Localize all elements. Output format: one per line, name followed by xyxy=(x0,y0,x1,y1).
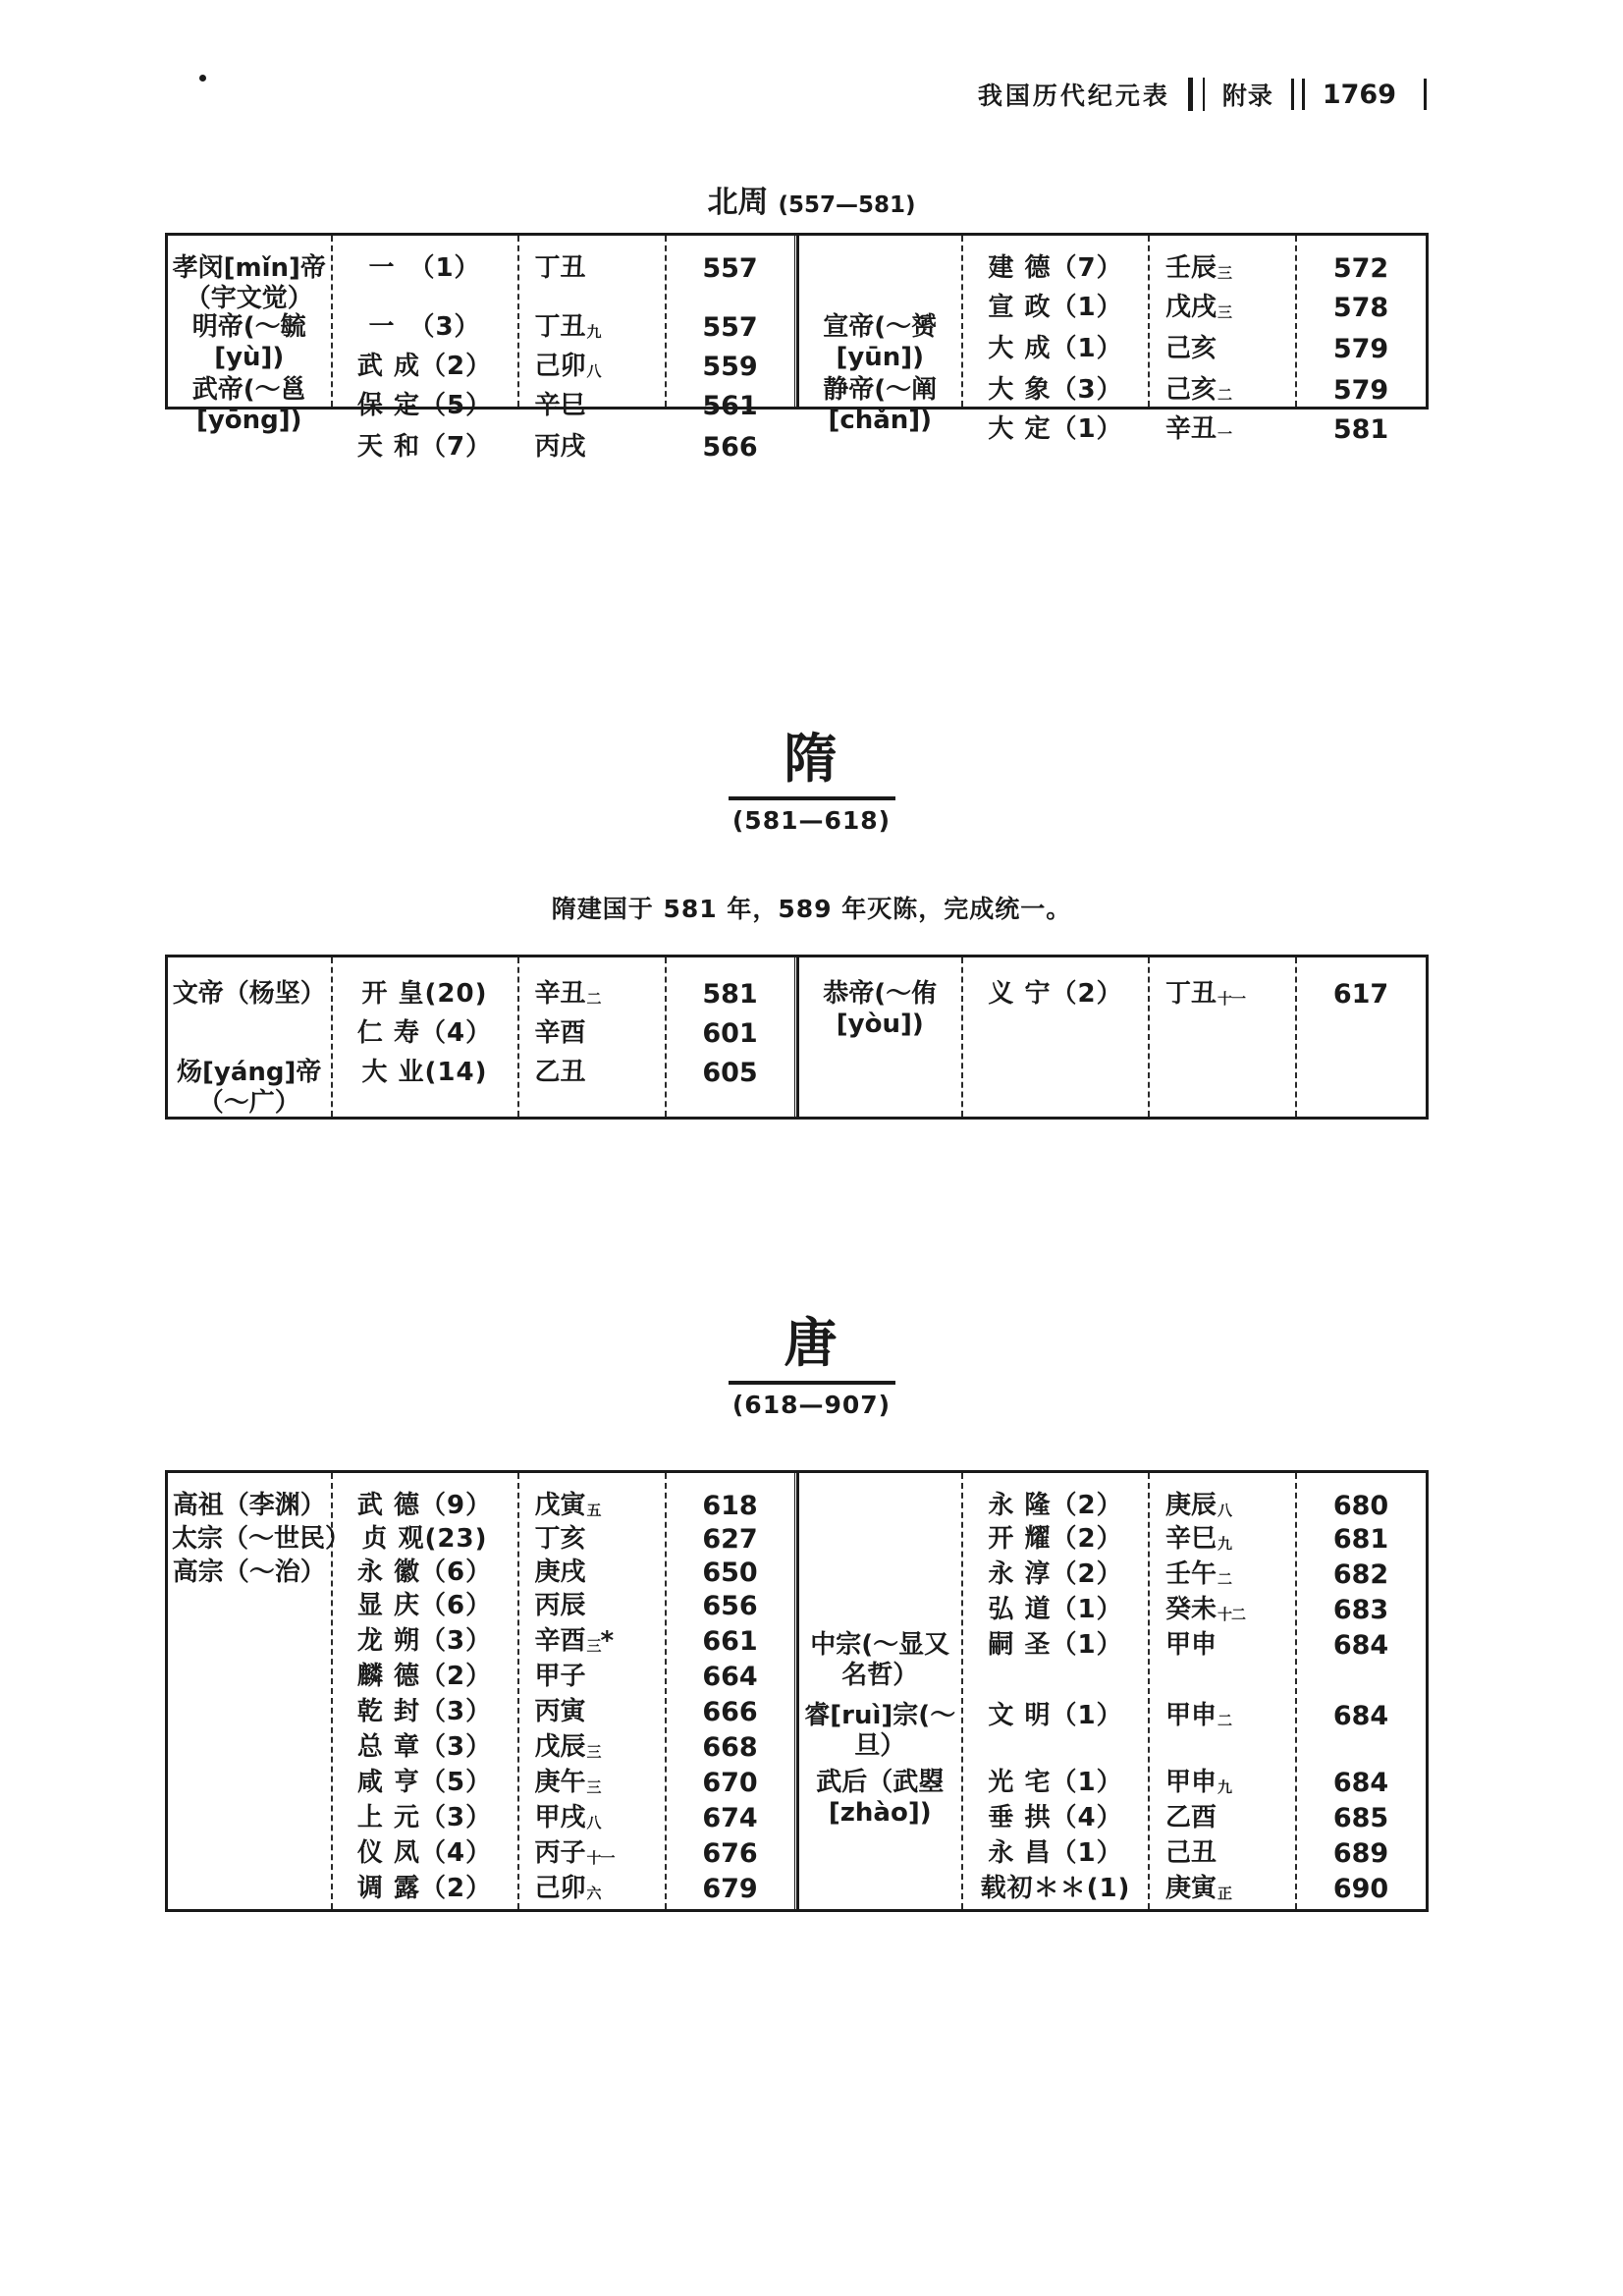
table-cell-era: 嗣 圣（1） xyxy=(988,1630,1123,1660)
ganzhi-text: 甲子 xyxy=(534,1662,586,1691)
column-year xyxy=(667,236,794,463)
running-head-title: 我国历代纪元表 xyxy=(977,82,1170,110)
table-cell-ganzhi xyxy=(1150,979,1295,1010)
table-cell-ganzhi xyxy=(519,1491,665,1521)
table-cell-year: 656 xyxy=(702,1591,758,1621)
table-cell-ruler xyxy=(799,979,962,1039)
table-cell-era: 光 宅（1） xyxy=(988,1768,1123,1797)
ruler-name-line2: [chǎn]) xyxy=(828,405,933,435)
dynasty-heading-tang xyxy=(0,1312,1623,1419)
ruler-name-line1: 武帝(～邕 xyxy=(191,375,306,405)
ganzhi-text: 戊戌 xyxy=(1165,293,1217,322)
column-era xyxy=(963,236,1150,444)
table-cell-ruler xyxy=(799,1630,962,1690)
table-cell-era: 保 定（5） xyxy=(356,391,493,420)
table-cell-era: 天 和（7） xyxy=(356,432,493,462)
table-half-right xyxy=(796,236,1426,445)
table-cell-year: 561 xyxy=(702,391,758,421)
table-cell-year: 684 xyxy=(1332,1768,1389,1798)
table-cell-year: 681 xyxy=(1332,1524,1389,1555)
table-cell-ganzhi xyxy=(519,1838,665,1869)
dynasty-years: (618—907) xyxy=(731,1390,892,1419)
column-ruler xyxy=(168,957,333,1117)
ganzhi-text: 乙酉 xyxy=(1165,1803,1217,1832)
ruler-name-line2: [zhào]) xyxy=(828,1797,932,1828)
table-cell-ganzhi xyxy=(519,1697,665,1727)
ganzhi-month-subscript: 九 xyxy=(1217,1535,1232,1553)
ganzhi-text: 甲申 xyxy=(1165,1768,1217,1797)
ganzhi-text: 甲戌 xyxy=(534,1803,586,1832)
table-cell-era: 龙 朔（3） xyxy=(356,1626,493,1656)
table-cell-ruler xyxy=(168,312,331,372)
ruler-name-line1: 孝闵[mǐn]帝 xyxy=(172,253,326,283)
running-head-divider-2 xyxy=(1291,79,1305,110)
table-cell-ruler xyxy=(168,1058,331,1118)
table-cell-year: 670 xyxy=(702,1768,758,1798)
table-cell-era: 义 宁（2） xyxy=(988,979,1123,1009)
ruler-name-line1: 静帝(～阐 xyxy=(823,375,938,405)
table-cell-year: 579 xyxy=(1332,375,1389,406)
column-era xyxy=(333,236,519,462)
ruler-name-line1: 中宗(～显又 xyxy=(810,1630,950,1660)
table-cell-ruler xyxy=(168,1558,331,1588)
ruler-name-line1: 高宗（～治） xyxy=(172,1558,326,1587)
table-cell-ganzhi xyxy=(519,1058,665,1088)
table-cell-ganzhi xyxy=(1150,293,1295,323)
table-cell-year: 666 xyxy=(702,1697,758,1727)
ganzhi-text: 壬午 xyxy=(1165,1559,1217,1589)
column-ruler xyxy=(168,236,333,435)
chronology-table-sui xyxy=(165,955,1429,1120)
ganzhi-text: 戊辰 xyxy=(534,1732,586,1762)
table-cell-ruler xyxy=(168,979,331,1010)
table-cell-era: 武 成（2） xyxy=(356,352,493,381)
ganzhi-text: 己丑 xyxy=(1165,1838,1217,1868)
table-cell-era: 总 章（3） xyxy=(356,1732,493,1762)
column-era xyxy=(963,957,1150,1117)
chronology-table-tang xyxy=(165,1470,1429,1912)
heading-rule xyxy=(729,796,895,800)
ruler-name-line2: 名哲） xyxy=(841,1660,919,1690)
ganzhi-month-subscript: 正 xyxy=(1217,1885,1232,1902)
table-cell-ganzhi xyxy=(1150,1874,1295,1904)
ganzhi-month-subscript: 二 xyxy=(1217,1712,1232,1729)
table-cell-ganzhi xyxy=(1150,375,1295,406)
column-ganzhi xyxy=(519,1473,667,1909)
dynasty-name: 隋 xyxy=(784,728,839,790)
table-cell-era: 开 耀（2） xyxy=(988,1524,1123,1554)
table-cell-ganzhi xyxy=(1150,1491,1295,1521)
table-cell-year: 605 xyxy=(702,1058,758,1088)
table-cell-ganzhi xyxy=(1150,1630,1295,1661)
column-ganzhi xyxy=(519,236,667,462)
ganzhi-text: 丁亥 xyxy=(534,1524,586,1554)
dynasty-note-sui: 隋建国于 581 年，589 年灭陈，完成统一。 xyxy=(551,895,1072,923)
column-year xyxy=(1297,236,1425,445)
column-ruler xyxy=(799,1473,964,1909)
table-cell-era: 仪 凤（4） xyxy=(356,1838,493,1868)
running-head-divider-3 xyxy=(1424,79,1427,110)
ganzhi-month-subscript: 五 xyxy=(586,1502,601,1519)
table-cell-ruler xyxy=(168,375,331,435)
table-cell-year: 559 xyxy=(702,352,758,382)
ganzhi-text: 丙子 xyxy=(534,1838,586,1868)
column-era xyxy=(333,1473,519,1909)
ruler-name-line2: [yūn]) xyxy=(836,342,925,372)
table-cell-year: 685 xyxy=(1332,1803,1389,1833)
table-cell-ruler xyxy=(168,253,331,313)
table-cell-year: 578 xyxy=(1332,293,1389,323)
table-cell-year: 674 xyxy=(702,1803,758,1833)
ruler-name-line1: 恭帝(～侑 xyxy=(823,979,938,1009)
table-cell-ganzhi xyxy=(519,1768,665,1798)
table-cell-year: 690 xyxy=(1332,1874,1389,1904)
running-head-section: 附录 xyxy=(1221,82,1273,110)
table-cell-ganzhi xyxy=(1150,1595,1295,1625)
ganzhi-month-subscript: 八 xyxy=(1217,1502,1232,1519)
ruler-name-line1: 明帝(～毓 xyxy=(191,312,306,342)
column-ruler xyxy=(799,957,964,1117)
table-cell-year: 557 xyxy=(702,253,758,284)
table-cell-ganzhi xyxy=(519,1662,665,1692)
ganzhi-text: 己亥 xyxy=(1165,375,1217,405)
ganzhi-text: 己卯 xyxy=(534,1874,586,1903)
table-cell-era: 乾 封（3） xyxy=(356,1697,493,1726)
table-cell-ganzhi xyxy=(519,1874,665,1904)
ganzhi-text: 己卯 xyxy=(534,352,586,381)
table-cell-ganzhi xyxy=(519,312,665,343)
column-ruler xyxy=(168,1473,352,1909)
table-cell-year: 627 xyxy=(702,1524,758,1555)
table-cell-year: 581 xyxy=(1332,414,1389,445)
ganzhi-month-subscript: 十一 xyxy=(1217,990,1246,1008)
table-cell-ruler xyxy=(799,1768,962,1828)
ruler-name-line1: 文帝（杨坚） xyxy=(172,979,326,1009)
footnote-marker: * xyxy=(600,1626,614,1656)
table-cell-era: 宣 政（1） xyxy=(988,293,1123,322)
ganzhi-month-subscript: 三 xyxy=(586,1637,601,1655)
ruler-name-line2: （宇文觉） xyxy=(185,283,313,313)
column-ganzhi xyxy=(1150,236,1297,444)
ruler-name-line2: [yù]) xyxy=(214,342,285,372)
ganzhi-text: 癸未 xyxy=(1165,1595,1217,1624)
table-half-left xyxy=(168,236,797,463)
ganzhi-text: 乙丑 xyxy=(534,1058,586,1087)
table-cell-era: 一 （1） xyxy=(368,253,481,283)
table-cell-era: 永 昌（1） xyxy=(988,1838,1123,1868)
table-cell-year: 676 xyxy=(702,1838,758,1869)
table-cell-era: 一 （3） xyxy=(368,312,481,342)
table-cell-era: 建 德（7） xyxy=(988,253,1123,283)
table-cell-year: 680 xyxy=(1332,1491,1389,1521)
table-cell-era: 大 象（3） xyxy=(988,375,1123,405)
table-cell-ganzhi xyxy=(519,1591,665,1621)
table-cell-ganzhi xyxy=(1150,414,1295,445)
column-year xyxy=(667,1473,794,1909)
ganzhi-month-subscript: 九 xyxy=(1217,1778,1232,1796)
column-ruler xyxy=(799,236,964,435)
table-cell-ganzhi xyxy=(519,253,665,284)
table-half-left xyxy=(168,1473,797,1909)
ganzhi-text: 丙辰 xyxy=(534,1591,586,1620)
ruler-name-line2: [yòu]) xyxy=(836,1009,924,1039)
ruler-name-line2: 旦） xyxy=(854,1730,906,1761)
table-cell-year: 679 xyxy=(702,1874,758,1904)
ganzhi-month-subscript: 十二 xyxy=(1217,1606,1246,1623)
dynasty-name: 北周 xyxy=(707,185,769,220)
ganzhi-month-subscript: 二 xyxy=(1217,1570,1232,1588)
table-cell-ganzhi xyxy=(1150,253,1295,284)
table-cell-era: 上 元（3） xyxy=(356,1803,493,1832)
table-half-right xyxy=(796,957,1426,1117)
table-cell-year: 668 xyxy=(702,1732,758,1763)
ganzhi-text: 壬辰 xyxy=(1165,253,1217,283)
table-cell-era: 永 淳（2） xyxy=(988,1559,1123,1589)
ganzhi-month-subscript: 三 xyxy=(586,1778,601,1796)
ganzhi-month-subscript: 三 xyxy=(1217,303,1232,321)
table-cell-ganzhi xyxy=(519,1018,665,1049)
table-cell-era: 永 隆（2） xyxy=(988,1491,1123,1520)
ganzhi-text: 丙寅 xyxy=(534,1697,586,1726)
table-cell-ganzhi xyxy=(1150,1803,1295,1833)
table-cell-ruler xyxy=(168,1491,331,1521)
table-cell-era: 载初＊＊(1) xyxy=(980,1874,1131,1903)
ganzhi-month-subscript: 三 xyxy=(586,1743,601,1761)
table-cell-era: 武 德（9） xyxy=(356,1491,493,1520)
table-cell-year: 581 xyxy=(702,979,758,1010)
ruler-name-line1: 武后（武曌 xyxy=(816,1768,945,1797)
ganzhi-text: 辛丑 xyxy=(534,979,586,1009)
column-year xyxy=(667,957,794,1117)
ruler-name-line2: （～广） xyxy=(197,1087,300,1118)
table-cell-ganzhi xyxy=(1150,1559,1295,1590)
table-cell-ganzhi xyxy=(1150,1701,1295,1731)
ganzhi-text: 丁丑 xyxy=(534,312,586,342)
column-ganzhi xyxy=(1150,957,1297,1117)
dynasty-heading-sui xyxy=(0,728,1623,835)
heading-rule xyxy=(729,1381,895,1385)
ganzhi-month-subscript: 二 xyxy=(1217,386,1232,404)
table-cell-ganzhi xyxy=(519,1558,665,1588)
column-ganzhi xyxy=(1150,1473,1297,1909)
table-cell-era: 调 露（2） xyxy=(356,1874,493,1903)
table-cell-year: 682 xyxy=(1332,1559,1389,1590)
ganzhi-text: 辛丑 xyxy=(1165,414,1217,444)
ganzhi-month-subscript: 六 xyxy=(586,1885,601,1902)
table-cell-ruler xyxy=(799,375,962,435)
table-cell-era: 大 成（1） xyxy=(988,334,1123,363)
table-cell-ganzhi xyxy=(519,391,665,421)
table-cell-ruler xyxy=(799,312,962,372)
column-year xyxy=(1297,1473,1425,1909)
table-cell-year: 557 xyxy=(702,312,758,343)
ganzhi-text: 丁丑 xyxy=(534,253,586,283)
column-era xyxy=(333,957,519,1117)
table-cell-era: 贞 观(23) xyxy=(361,1524,488,1554)
table-cell-era: 大 业(14) xyxy=(361,1058,488,1087)
table-cell-year: 579 xyxy=(1332,334,1389,364)
table-cell-ganzhi xyxy=(519,1626,665,1657)
ganzhi-text: 辛酉 xyxy=(534,1626,586,1656)
table-cell-ganzhi xyxy=(1150,1768,1295,1798)
table-cell-era: 麟 德（2） xyxy=(356,1662,493,1691)
table-cell-era: 咸 亨（5） xyxy=(356,1768,493,1797)
ganzhi-text: 庚午 xyxy=(534,1768,586,1797)
ruler-name-line1: 高祖（李渊） xyxy=(172,1491,326,1520)
table-cell-ganzhi xyxy=(519,1732,665,1763)
table-cell-year: 683 xyxy=(1332,1595,1389,1625)
table-cell-year: 572 xyxy=(1332,253,1389,284)
ganzhi-text: 己亥 xyxy=(1165,334,1217,363)
dynasty-years: (581—618) xyxy=(731,805,892,835)
ganzhi-month-subscript: 十一 xyxy=(586,1849,615,1867)
column-ganzhi xyxy=(519,957,667,1117)
ganzhi-text: 庚戌 xyxy=(534,1558,586,1587)
ganzhi-text: 丙戌 xyxy=(534,432,586,462)
running-head xyxy=(978,77,1427,112)
ganzhi-text: 丁丑 xyxy=(1165,979,1217,1009)
dynasty-heading-beizhou xyxy=(0,177,1623,221)
dynasty-years: (557—581) xyxy=(778,192,916,218)
table-cell-year: 689 xyxy=(1332,1838,1389,1869)
dynasty-name: 唐 xyxy=(784,1312,839,1374)
table-cell-era: 永 徽（6） xyxy=(356,1558,493,1587)
table-cell-ganzhi xyxy=(519,432,665,463)
page-number: 1769 xyxy=(1322,79,1396,110)
ruler-name-line1: 睿[ruì]宗(～ xyxy=(804,1701,956,1730)
table-cell-era: 文 明（1） xyxy=(988,1701,1123,1730)
table-cell-era: 仁 寿（4） xyxy=(356,1018,493,1048)
ganzhi-text: 庚寅 xyxy=(1165,1874,1217,1903)
ganzhi-text: 辛巳 xyxy=(1165,1524,1217,1554)
ganzhi-month-subscript: 一 xyxy=(1217,425,1232,443)
table-cell-era: 弘 道（1） xyxy=(988,1595,1123,1624)
ganzhi-month-subscript: 三 xyxy=(1217,264,1232,282)
table-half-right xyxy=(796,1473,1426,1909)
table-cell-era: 开 皇(20) xyxy=(361,979,488,1009)
ganzhi-text: 戊寅 xyxy=(534,1491,586,1520)
table-cell-era: 显 庆（6） xyxy=(356,1591,493,1620)
table-cell-year: 664 xyxy=(702,1662,758,1692)
ganzhi-text: 辛酉 xyxy=(534,1018,586,1048)
table-cell-year: 601 xyxy=(702,1018,758,1049)
ruler-name-line1: 宣帝(～赟 xyxy=(823,312,938,342)
page-corner-mark xyxy=(199,75,206,82)
column-year xyxy=(1297,957,1425,1117)
ruler-name-line1: 太宗（～世民） xyxy=(172,1524,352,1554)
table-half-left xyxy=(168,957,797,1117)
running-head-divider-1 xyxy=(1188,78,1205,111)
table-cell-year: 566 xyxy=(702,432,758,463)
ganzhi-month-subscript: 八 xyxy=(586,362,601,380)
ganzhi-text: 庚辰 xyxy=(1165,1491,1217,1520)
table-cell-year: 661 xyxy=(702,1626,758,1657)
table-cell-ganzhi xyxy=(519,1803,665,1833)
table-cell-era: 垂 拱（4） xyxy=(988,1803,1123,1832)
ganzhi-text: 辛巳 xyxy=(534,391,586,420)
chronology-table-beizhou xyxy=(165,233,1429,463)
table-cell-ruler xyxy=(799,1701,962,1761)
table-cell-ruler xyxy=(168,1524,352,1555)
ruler-name-line2: [yōng]) xyxy=(195,405,302,435)
column-era xyxy=(963,1473,1150,1909)
ganzhi-text: 甲申 xyxy=(1165,1630,1217,1660)
table-cell-year: 684 xyxy=(1332,1701,1389,1731)
table-cell-ganzhi xyxy=(519,1524,665,1555)
ganzhi-month-subscript: 九 xyxy=(586,323,601,341)
table-cell-era: 大 定（1） xyxy=(988,414,1123,444)
table-cell-ganzhi xyxy=(1150,334,1295,364)
table-cell-year: 650 xyxy=(702,1558,758,1588)
table-cell-ganzhi xyxy=(519,979,665,1010)
ganzhi-month-subscript: 二 xyxy=(586,990,601,1008)
table-cell-year: 684 xyxy=(1332,1630,1389,1661)
table-cell-ganzhi xyxy=(1150,1838,1295,1869)
table-cell-year: 618 xyxy=(702,1491,758,1521)
ganzhi-text: 甲申 xyxy=(1165,1701,1217,1730)
table-cell-year: 617 xyxy=(1332,979,1389,1010)
table-cell-ganzhi xyxy=(1150,1524,1295,1555)
ruler-name-line1: 炀[yáng]帝 xyxy=(177,1058,322,1087)
table-cell-ganzhi xyxy=(519,352,665,382)
ganzhi-month-subscript: 八 xyxy=(586,1814,601,1831)
